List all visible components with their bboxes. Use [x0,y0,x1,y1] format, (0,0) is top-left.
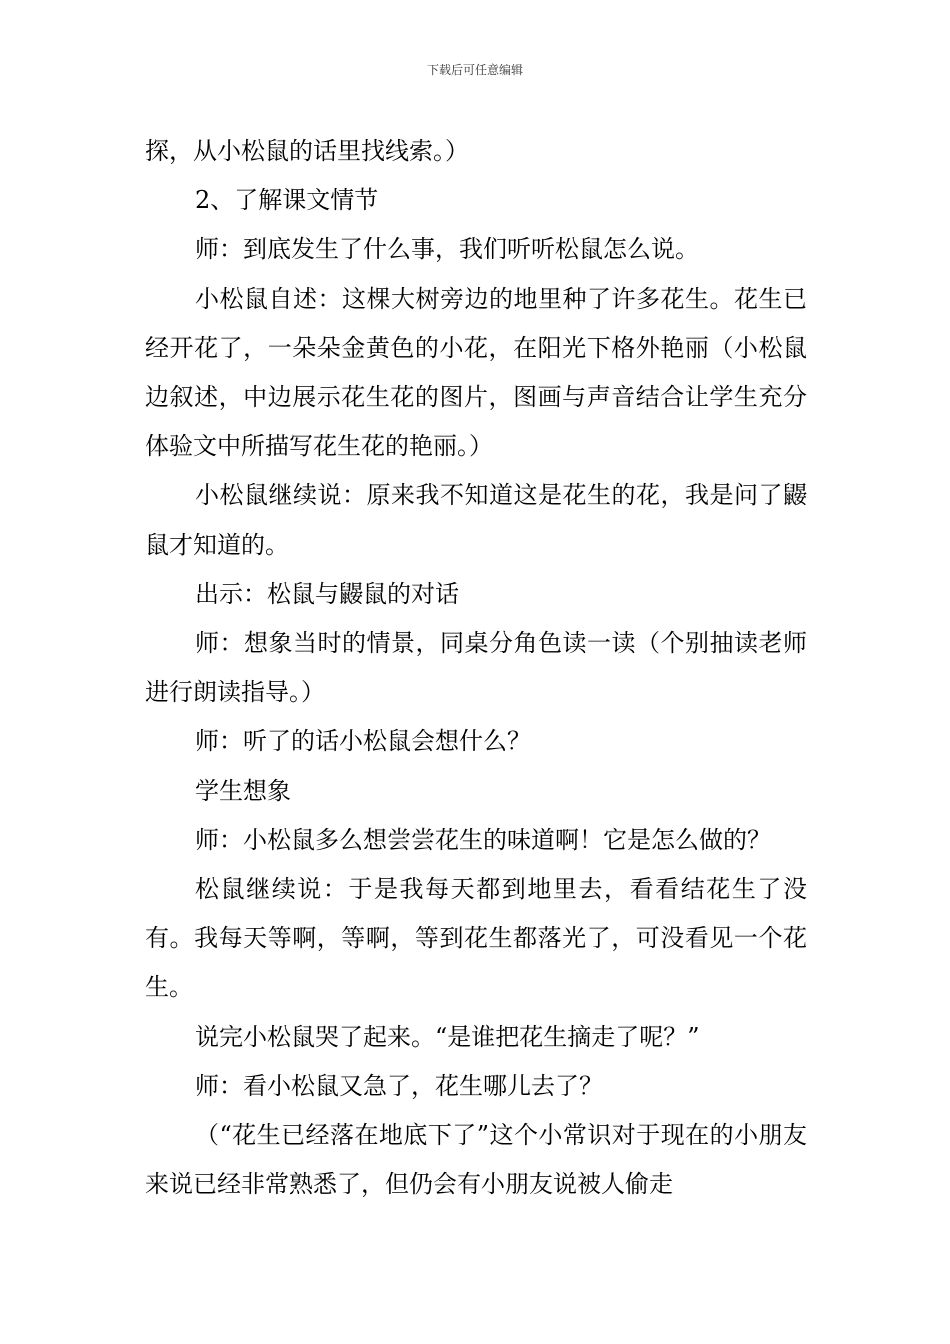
paragraph-6: 出示：松鼠与鼹鼠的对话 [195,579,459,608]
paragraph-10: 师：小松鼠多么想尝尝花生的味道啊！它是怎么做的？ [195,825,771,854]
paragraph-9: 学生想象 [195,776,291,805]
paragraph-13: 师：看小松鼠又急了，花生哪儿去了？ [195,1071,603,1100]
paragraph-5: 小松鼠继续说：原来我不知道这是花生的花，我是问了鼹鼠才知道的。 [145,481,807,559]
paragraph-7: 师：想象当时的情景，同桌分角色读一读（个别抽读老师进行朗读指导。） [145,629,807,707]
page-header: 下载后可任意编辑 [426,63,523,77]
paragraph-8: 师：听了的话小松鼠会想什么？ [195,727,531,756]
paragraph-3: 师：到底发生了什么事，我们听听松鼠怎么说。 [195,235,699,264]
paragraph-1: 探，从小松鼠的话里找线索。） [145,137,469,165]
paragraph-4: 小松鼠自述：这棵大树旁边的地里种了许多花生。花生已经开花了，一朵朵金黄色的小花，在阳光下格外艳丽（小松鼠边叙述，中边展示花生花的图片，图画与声音结合让学生充分体验文中所描写花生花的艳丽。） [145,284,807,461]
document-body [145,127,807,1209]
paragraph-12: 说完小松鼠哭了起来。“是谁把花生摘走了呢？” [195,1022,700,1051]
paragraph-2: 2、了解课文情节 [195,186,379,215]
paragraph-14: （“花生已经落在地底下了”这个小常识对于现在的小朋友来说已经非常熟悉了，但仍会有小朋友说被人偷走 [145,1121,807,1199]
paragraph-11: 松鼠继续说：于是我每天都到地里去，看看结花生了没有。我每天等啊，等啊，等到花生都落光了，可没看见一个花生。 [145,875,807,1002]
